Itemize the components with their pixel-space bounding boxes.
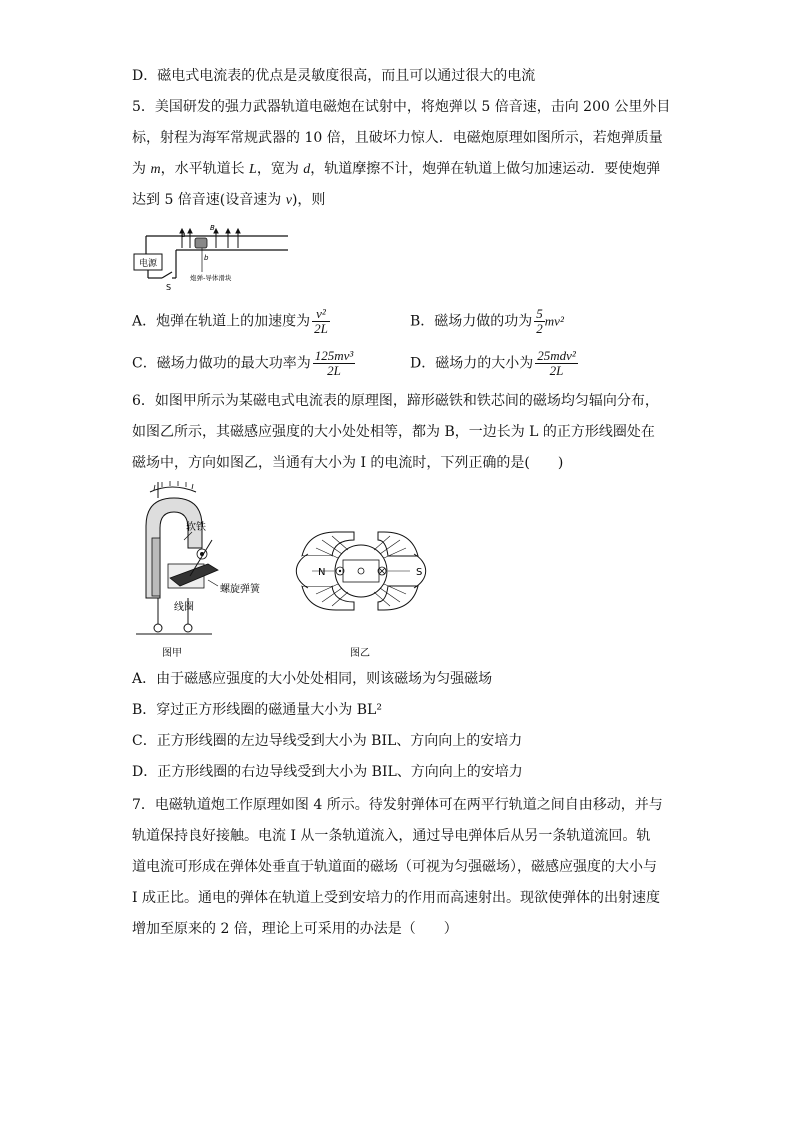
q6-stem-line3: 磁场中，方向如图乙，当通有大小为 I 的电流时，下列正确的是( ): [132, 455, 564, 471]
projectile-caption: 炮弹-导体滑块: [190, 274, 232, 282]
q6-stem-line2: 如图乙所示，其磁感应强度的大小处处相等，都为 B，一边长为 L 的正方形线圈处在: [132, 424, 655, 440]
q5-stem-line2: 标，射程为海军常规武器的 10 倍，且破坏力惊人．电磁炮原理如图所示，若炮弹质量: [132, 130, 663, 146]
q5-option-b: B．磁场力做的功为 $\frac{5}{2}$ mv²: [410, 306, 564, 336]
spring-label: 螺旋弹簧: [220, 584, 260, 595]
label-a: a: [181, 231, 186, 239]
q5-option-d: D．磁场力的大小为 $\frac{\text{25mdv²}}{2L}$: [410, 348, 576, 378]
q6-option-c: C．正方形线圈的左边导线受到大小为 BIL、方向向上的安培力: [132, 733, 523, 749]
coil-label: 线圈: [174, 602, 194, 613]
switch-label: S: [166, 283, 172, 292]
q4-option-d: D．磁电式电流表的优点是灵敏度很高，而且可以通过很大的电流: [132, 68, 536, 84]
q5-stem-line3: 为 m，水平轨道长 L，宽为 d，轨道摩擦不计，炮弹在轨道上做匀加速运动．要使炮弹: [132, 161, 661, 177]
q7-stem-line5: 增加至原来的 2 倍，理论上可采用的办法是（ ）: [132, 921, 458, 937]
south-pole-label: S: [416, 567, 423, 578]
north-pole-label: N: [318, 567, 326, 578]
soft-iron-label: 软铁: [186, 522, 206, 533]
q5-option-a: A．炮弹在轨道上的加速度为 $\frac{\text{v²}}{2L}$: [132, 306, 328, 336]
label-b: b: [204, 254, 209, 262]
q5-option-c: C．磁场力做功的最大功率为 $\frac{\text{125mv³}}{2L}$: [132, 348, 354, 378]
q6-option-a: A．由于磁感应强度的大小处处相同，则该磁场为匀强磁场: [132, 671, 493, 687]
q7-stem-line1: 7．电磁轨道炮工作原理如图 4 所示。待发射弹体可在两平行轨道之间自由移动，并与: [132, 797, 663, 813]
q7-stem-line2: 轨道保持良好接触。电流 I 从一条轨道流入，通过导电弹体后从另一条轨道流回。轨: [132, 828, 651, 844]
power-source-label: 电源: [138, 259, 158, 269]
fig-a-caption: 图甲: [162, 648, 182, 659]
label-B: B: [210, 224, 215, 232]
galvanometer-figure: [132, 478, 452, 664]
q6-option-b: B．穿过正方形线圈的磁通量大小为 BL²: [132, 702, 382, 718]
railgun-figure: [132, 220, 292, 292]
q5-stem-line1: 5．美国研发的强力武器轨道电磁炮在试射中，将炮弹以 5 倍音速，击向 200 公里外目: [132, 99, 671, 115]
q7-stem-line4: I 成正比。通电的弹体在轨道上受到安培力的作用而高速射出。现欲使弹体的出射速度: [132, 890, 660, 906]
q5-stem-line4: 达到 5 倍音速(设音速为 v)，则: [132, 192, 326, 208]
q6-stem-line1: 6．如图甲所示为某磁电式电流表的原理图，蹄形磁铁和铁芯间的磁场均匀辐向分布，: [132, 393, 659, 409]
fig-b-caption: 图乙: [350, 648, 370, 659]
q7-stem-line3: 道电流可形成在弹体处垂直于轨道面的磁场（可视为匀强磁场），磁感应强度的大小与: [132, 859, 657, 875]
q6-option-d: D．正方形线圈的右边导线受到大小为 BIL、方向向上的安培力: [132, 764, 523, 780]
